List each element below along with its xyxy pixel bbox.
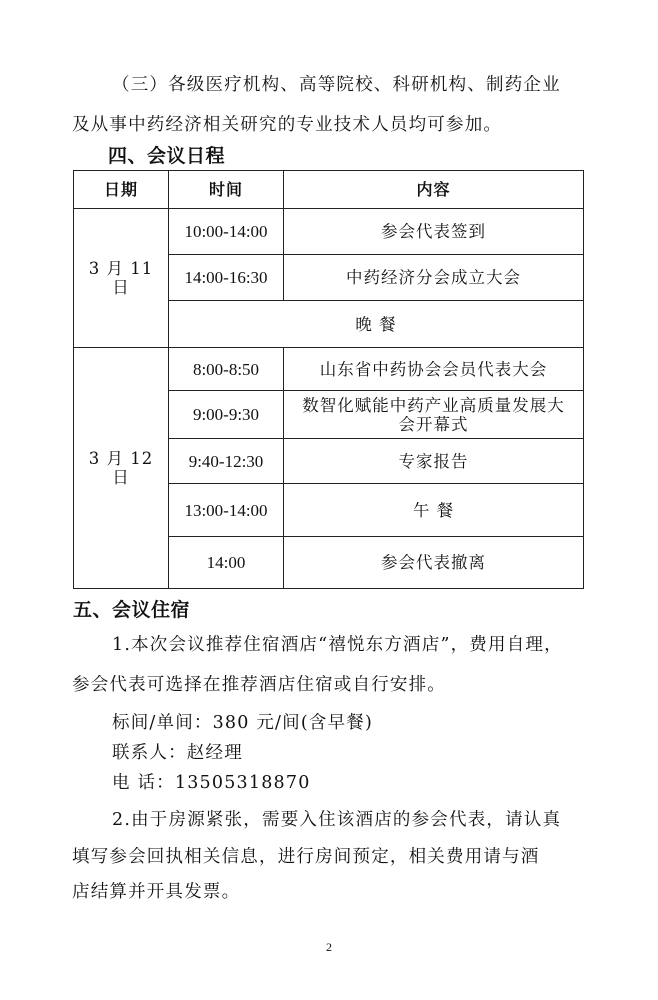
row-time: 14:00-16:30 — [169, 255, 284, 301]
lodging-p2-line-3: 店结算并开具发票。 — [72, 882, 241, 902]
header-date: 日期 — [74, 171, 169, 209]
lodging-heading: 五、会议住宿 — [73, 599, 191, 621]
intro-line-1: （三）各级医疗机构、高等院校、科研机构、制药企业 — [112, 75, 561, 95]
lodging-p1-line-2: 参会代表可选择在推荐酒店住宿或自行安排。 — [72, 675, 446, 695]
row-time: 9:40-12:30 — [169, 439, 284, 484]
row-time: 10:00-14:00 — [169, 209, 284, 255]
row-content: 中药经济分会成立大会 — [284, 255, 584, 301]
row-content: 参会代表签到 — [284, 209, 584, 255]
contact-person: 联系人：赵经理 — [112, 743, 243, 763]
row-content: 山东省中药协会会员代表大会 — [284, 348, 584, 391]
lodging-p2-line-1: 2.由于房源紧张，需要入住该酒店的参会代表，请认真 — [112, 810, 562, 830]
table-row — [74, 348, 584, 391]
table-row — [74, 209, 584, 255]
row-content: 数智化赋能中药产业高质量发展大会开幕式 — [284, 391, 584, 439]
day1-date: 3 月 11 日 — [74, 209, 169, 348]
day1-dinner: 晚 餐 — [169, 301, 584, 348]
row-time: 9:00-9:30 — [169, 391, 284, 439]
intro-line-2: 及从事中药经济相关研究的专业技术人员均可参加。 — [72, 115, 503, 135]
day2-date: 3 月 12 日 — [74, 348, 169, 589]
row-time: 13:00-14:00 — [169, 484, 284, 537]
lodging-p2-line-2: 填写参会回执相关信息，进行房间预定，相关费用请与酒 — [72, 847, 540, 867]
row-content: 午 餐 — [284, 484, 584, 537]
contact-phone: 电 话：13505318870 — [112, 773, 311, 793]
header-time: 时间 — [169, 171, 284, 209]
room-rate: 标间/单间：380 元/间(含早餐) — [112, 713, 374, 733]
schedule-heading: 四、会议日程 — [108, 145, 226, 167]
row-time: 14:00 — [169, 537, 284, 589]
row-content: 专家报告 — [284, 439, 584, 484]
lodging-p1-line-1: 1.本次会议推荐住宿酒店“禧悦东方酒店”，费用自理， — [112, 635, 563, 655]
row-content: 参会代表撤离 — [284, 537, 584, 589]
schedule-table — [73, 170, 584, 589]
header-content: 内容 — [284, 171, 584, 209]
row-time: 8:00-8:50 — [169, 348, 284, 391]
page-number: 2 — [326, 940, 332, 954]
table-header-row — [74, 171, 584, 209]
